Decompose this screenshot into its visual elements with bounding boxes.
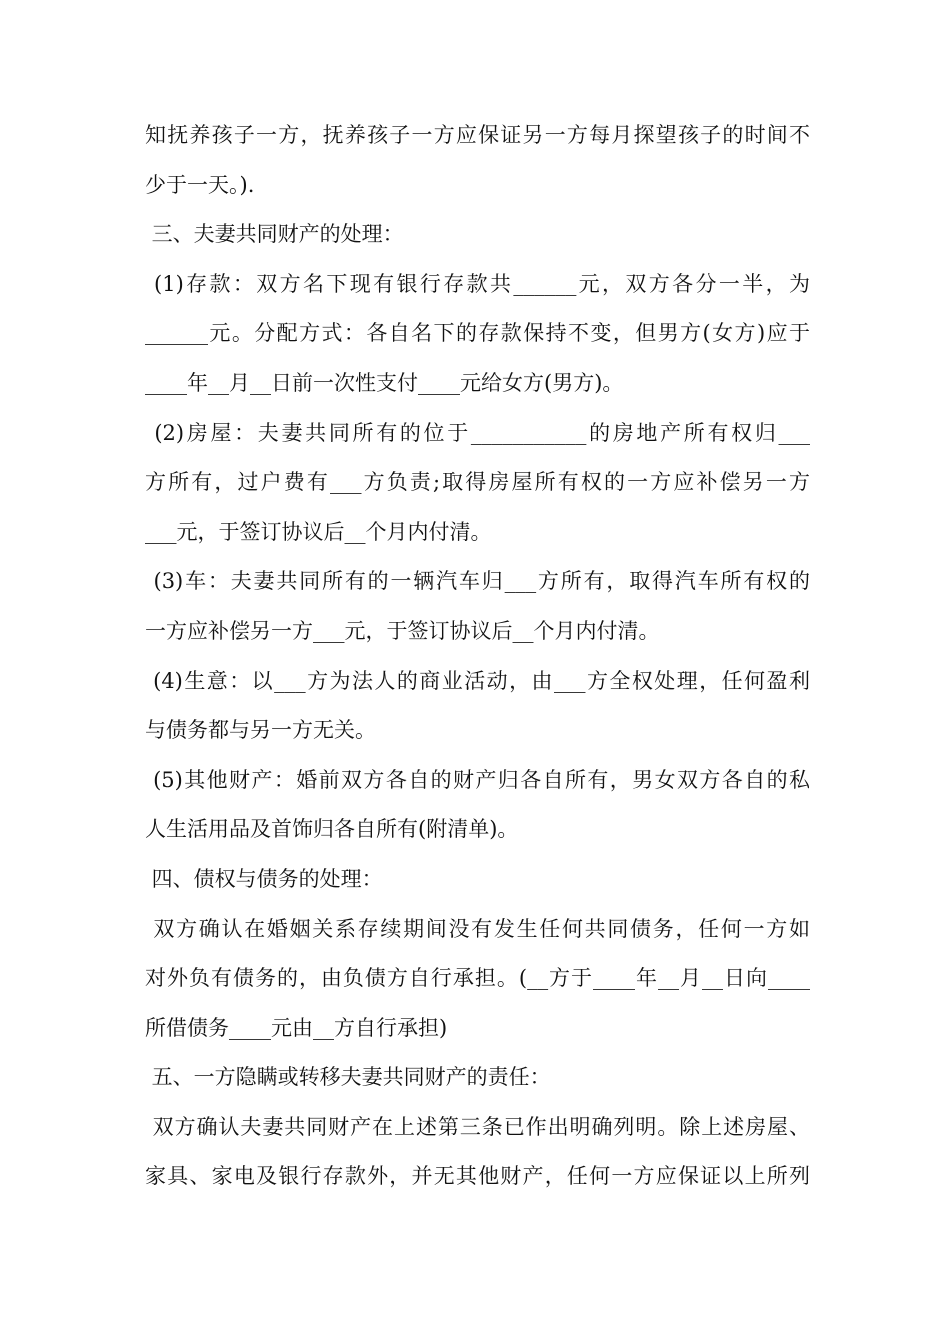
text-line: ____年__月__日前一次性支付____元给女方(男方)。 bbox=[145, 370, 624, 395]
text-line: (5)其他财产：婚前双方各自的财产归各自所有，男女双方各自的私 bbox=[145, 767, 810, 792]
document-body bbox=[145, 111, 810, 1202]
section-heading: 五、一方隐瞒或转移夫妻共同财产的责任： bbox=[145, 1065, 551, 1090]
text-line: 人生活用品及首饰归各自所有(附清单)。 bbox=[145, 817, 519, 842]
text-line: ___元，于签订协议后__个月内付清。 bbox=[145, 519, 492, 544]
section-heading: 四、债权与债务的处理： bbox=[145, 866, 383, 891]
text-line: (4)生意：以___方为法人的商业活动，由___方全权处理，任何盈利 bbox=[145, 668, 810, 693]
text-line: 对外负有债务的，由负债方自行承担。(__方于____年__月__日向____ bbox=[145, 966, 810, 991]
text-line: 方所有，过户费有___方负责;取得房屋所有权的一方应补偿另一方 bbox=[145, 470, 810, 495]
text-line: (2)房屋：夫妻共同所有的位于___________的房地产所有权归___ bbox=[145, 420, 810, 445]
section-heading: 三、夫妻共同财产的处理： bbox=[145, 222, 404, 247]
text-line: (3)车：夫妻共同所有的一辆汽车归___方所有，取得汽车所有权的 bbox=[145, 569, 810, 594]
text-line: (1)存款：双方名下现有银行存款共______元，双方各分一半，为 bbox=[145, 271, 810, 296]
text-line: 家具、家电及银行存款外，并无其他财产，任何一方应保证以上所列 bbox=[145, 1164, 810, 1189]
text-line: 与债务都与另一方无关。 bbox=[145, 718, 376, 743]
text-line: 所借债务____元由__方自行承担) bbox=[145, 1015, 448, 1040]
text-line: 少于一天。). bbox=[145, 172, 255, 197]
text-line: 一方应补偿另一方___元，于签订协议后__个月内付清。 bbox=[145, 618, 660, 643]
text-line: ______元。分配方式：各自名下的存款保持不变，但男方(女方)应于 bbox=[145, 321, 810, 346]
text-line: 知抚养孩子一方，抚养孩子一方应保证另一方每月探望孩子的时间不 bbox=[145, 123, 810, 147]
text-line: 双方确认夫妻共同财产在上述第三条已作出明确列明。除上述房屋、 bbox=[145, 1114, 810, 1139]
text-line: 双方确认在婚姻关系存续期间没有发生任何共同债务，任何一方如 bbox=[145, 916, 810, 941]
